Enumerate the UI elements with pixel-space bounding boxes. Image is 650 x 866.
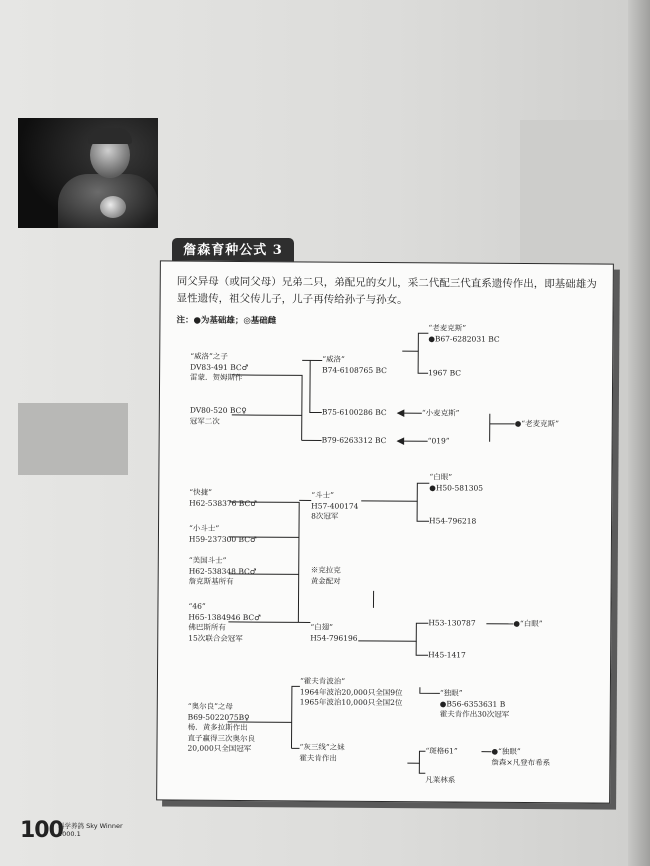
t2-h45-1417: H45-1417 — [428, 650, 466, 660]
t2-clark-note: ※克拉克 黄金配对 — [310, 565, 341, 586]
t1-little-max: “小麦克斯” — [421, 408, 460, 418]
t2-little-fighter: “小斗士” H59-237300 BC♂ — [188, 523, 257, 544]
t2-46: “46” H65-1384946 BC♂ 佛巴斯所有 15次联合会冠军 — [188, 601, 261, 643]
t3-orleans-dam: “奥尔良”之母 B69-5022075B♀ 杨．黄多拉斯作出 直子赢得三次奥尔良 20,000只全国冠军 — [187, 701, 256, 754]
t3-grey-sister: “灰三线”之妹 霍夫肯作出 — [299, 742, 345, 763]
t1-sire-son: “威洛”之子 DV83-491 BC♂ 雷蒙．贺姆斯作 — [190, 351, 249, 383]
t3-spot61: “斑格61” — [425, 746, 458, 756]
t1-b79: B79-6263312 BC — [321, 435, 387, 446]
t3-vanlaere: 凡莱林系 — [425, 775, 456, 785]
t1-old-max: “老麦克斯” ●B67-6282031 BC — [428, 323, 500, 344]
publication-info: 科学养鸽 Sky Winner 2000.1 — [58, 822, 123, 838]
gray-block — [18, 403, 128, 475]
t2-fighter: “斗士” H57-400174 8次冠军 — [311, 490, 359, 521]
pedigree-card — [156, 260, 614, 803]
t3-one-eye-base: ●“独眼” 詹森×凡登布希系 — [491, 746, 551, 767]
t1-willow: “威洛” B74-6108765 BC — [322, 354, 387, 375]
section-title: 詹森育种公式 3 — [172, 238, 294, 264]
t2-white-eye: “白眼” ●H50-581305 — [429, 472, 484, 493]
t1-b75: B75-6100286 BC — [321, 407, 387, 418]
t2-white-eye-base: ●“白眼” — [513, 618, 543, 629]
t2-quick: “快捷” H62-538376 BC♂ — [189, 487, 257, 508]
t2-american-fighter: “美国斗士” H62-538348 BC♂ 詹克斯基所有 — [188, 555, 257, 586]
t1-dam: DV80-520 BC♀ 冠军二次 — [189, 405, 247, 426]
intro-text: 同父异母（或同父母）兄弟二只，弟配兄的女儿，采二代配三代直系遗传作出，即基础雄为显性遗传，祖父传儿子，儿子再传给孙子与孙女。 — [176, 275, 597, 307]
t2-h53-130787: H53-130787 — [428, 618, 476, 628]
t2-h54-796218: H54-796218 — [429, 516, 477, 526]
t2-white-wing: “白翅” H54-796196 — [310, 622, 358, 643]
t1-old-max-base: ●“老麦克斯” — [514, 418, 560, 429]
page-spine-shadow — [628, 0, 650, 866]
t1-1967: 1967 BC — [428, 368, 462, 378]
page-number: 100 — [20, 818, 63, 843]
t1-019: “019” — [427, 436, 450, 446]
breeder-photo — [18, 118, 158, 228]
t3-one-eye: “独眼” ●B56-6353631 B 霍夫肯作出30次冠军 — [439, 688, 510, 719]
legend-note: 注：●为基础雄；◎基础雌 — [176, 315, 277, 327]
t3-hofkens-boech: “霍夫肯波治” 1964年波治20,000只全国9位 1965年波治10,000只全国2位 — [299, 676, 403, 708]
